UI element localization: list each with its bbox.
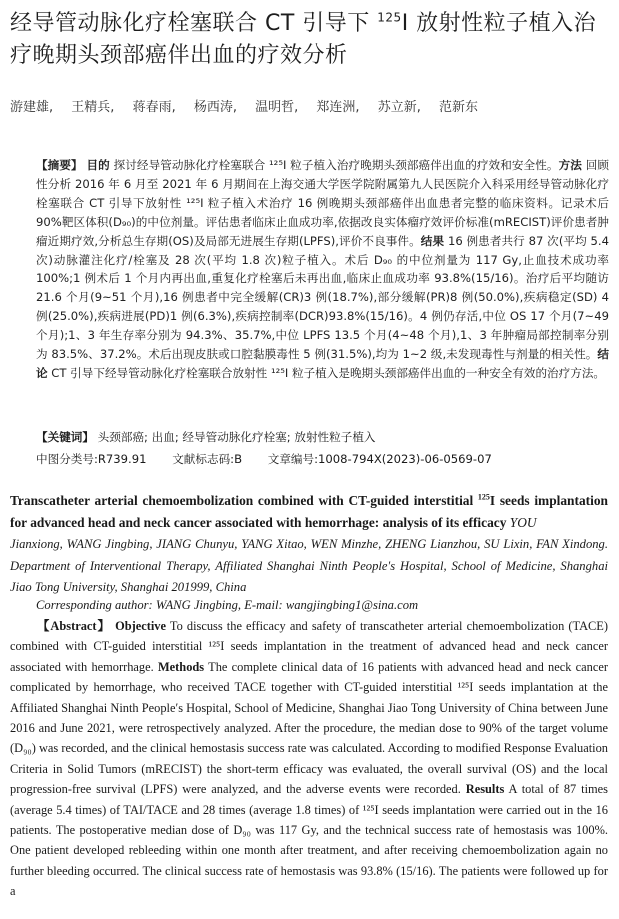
chinese-title: [10, 8, 610, 72]
objective-text: 探讨经导管动脉化疗栓塞联合 ¹²⁵I 粒子植入治疗晚期头颈部癌伴出血的疗效和安全性。: [113, 158, 559, 172]
classification-line: [36, 450, 609, 468]
chinese-abstract: [36, 156, 609, 383]
author: 蒋春雨,: [132, 100, 176, 115]
english-first-author: YOU: [509, 515, 537, 530]
keywords-label: 【关键词】: [36, 430, 94, 444]
abstract-label: 【摘要】: [36, 158, 83, 172]
english-title-part2: I seeds implantation for advanced head and neck cancer associated with hemorrhage: analysis of its efficacy: [10, 493, 608, 530]
methods-label: 方法: [558, 158, 582, 172]
author: 游建雄,: [10, 100, 54, 115]
results-label: 结果: [420, 233, 445, 248]
author: 范新东: [438, 100, 478, 115]
author: 苏立新,: [377, 100, 421, 115]
objective-label: Objective: [115, 619, 166, 633]
english-authors-affiliation: Jianxiong, WANG Jingbing, JIANG Chunyu, YANG Xitao, WEN Minzhe, ZHENG Lianzhou, SU Lixin, FAN Xindong. Department of Interventional Therapy, Affiliated Shanghai Ninth People′s Hospital, School of Medicine, Shanghai Jiao Tong University, Shanghai 201999, China: [10, 537, 608, 594]
author: 郑连洲,: [316, 100, 360, 115]
objective-label: 目的: [86, 158, 110, 172]
objective-text: To discuss the efficacy and safety of transcatheter arterial chemoembolization (TACE) combined with CT-guided interstitial ¹²⁵I seeds implantation in the treatment of advanced head and neck cancer associated with hemorrhage.: [10, 619, 609, 674]
chinese-keywords: [36, 428, 609, 446]
results-text: 16 例患者共行 87 次(平均 5.4 次)动脉灌注化疗/栓塞及 28 次(平均 1.8 次)粒子植入。术后 D₉₀ 的中位剂量为 117 Gy,止血技术成功率 100%;1 例术后 1 个月内再出血,重复化疗栓塞后未再出血,临床止血成功率 93.8%(15/16)。治疗后平均随访 21.6 个月(9~51 个月),16 例患者中完全缓解(CR)3 例(18.7%),部分缓解(PR)8 例(50.0%),疾病稳定(SD) 4 例(25.0%),疾病进展(PD)1 例(6.3%),疾病控制率(DCR)93.8%(15/16)。4 例仍存活,中位 OS 17 个月(7~49 个月);1、3 年生存率分别为 94.3%、35.7%,中位 LPFS 13.5 个月(4~48 个月),1、3 年肿瘤局部控制率分别为 83.5%、37.2%。术后出现皮肤或口腔黏膜毒性 5 例(31.5%),均为 1~2 级,未发现毒性与剂量的相关性。: [36, 233, 609, 362]
english-abstract: [10, 616, 608, 902]
document-code: 文献标志码:B: [172, 452, 243, 466]
methods-label: Methods: [157, 659, 205, 674]
article-number: 文章编号:1008-794X(2023)-06-0569-07: [267, 452, 492, 466]
methods-text: The complete clinical data of 16 patients with advanced head and neck cancer complicated by hemorrhage, who received TACE together with CT-guided interstitial ¹²⁵I seeds implantation at the Affiliated Shanghai Ninth People′s Hospital, School of Medicine, Shanghai Jiao Tong University of China between June 2016 and June 2021, were retrospectively analyzed. After the procedure, the median dose to 90% of the target volume (D₉₀) was recorded, and the clinical hemostasis success rate was calculated. According to modified Response Evaluation Criteria in Solid Tumors (mRECIST) the short-term efficacy was evaluated, the overall survival (OS) and the local progression-free survival (LPFS) were analyzed, and the adverse events were recorded.: [10, 659, 608, 797]
english-title-superscript: 125: [477, 492, 490, 502]
keywords-text: 头颈部癌; 出血; 经导管动脉化疗栓塞; 放射性粒子植入: [97, 430, 376, 444]
corresponding-author: Corresponding author: WANG Jingbing, E-mail: wangjingbing1@sina.com: [36, 598, 419, 612]
clc-number: 中图分类号:R739.91: [36, 452, 147, 466]
abstract-label: 【Abstract】: [36, 619, 111, 633]
author: 王精兵,: [71, 100, 115, 115]
english-title: [10, 490, 608, 534]
methods-text: 回顾性分析 2016 年 6 月至 2021 年 6 月期间在上海交通大学医学院附属第九人民医院介入科采用经导管动脉化疗栓塞联合 CT 引导下放射性 ¹²⁵I 粒子植入术治疗 16 例晚期头颈部癌伴出血患者完整的临床资料。记录术后 90%靶区体积(D₉₀)的中位剂量。评估患者临床止血成功率,依据改良实体瘤疗效评价标准(mRECIST)评价患者肿瘤近期疗效,分析总生存期(OS)及局部无进展生存期(LPFS),评价不良事件。: [36, 158, 609, 248]
english-title-part1: Transcatheter arterial chemoembolization combined with CT-guided interstitial: [10, 493, 478, 508]
conclusion-label: 结论: [36, 347, 609, 380]
results-text: A total of 87 times (average 5.4 times) of TAI/TACE and 28 times (average 1.8 times) of ¹²⁵I seeds implantation were carried out in the 16 patients. The postoperative median dose of D₉₀ was 117 Gy, and the technical success rate of hemostasis was 100%. One patient developed rebleeding within one month after treatment, and after receiving chemoembolization again no further bleeding occurred. The clinical success rate of hemostasis was 93.8% (15/16). The patients were followed up for a: [10, 782, 608, 899]
chinese-title-part2: I 放射性粒子植入治疗晚期头颈部癌伴出血的疗效分析: [10, 11, 597, 68]
conclusion-text: CT 引导下经导管动脉化疗栓塞联合放射性 ¹²⁵I 粒子植入是晚期头颈部癌伴出血的一种安全有效的治疗方法。: [51, 365, 606, 380]
chinese-title-superscript: 125: [377, 10, 402, 25]
author: 温明哲,: [255, 100, 299, 115]
chinese-title-part1: 经导管动脉化疗栓塞联合 CT 引导下: [10, 11, 378, 36]
results-label: Results: [465, 782, 505, 797]
chinese-author-list: [10, 96, 610, 115]
author: 杨西涛,: [193, 100, 237, 115]
